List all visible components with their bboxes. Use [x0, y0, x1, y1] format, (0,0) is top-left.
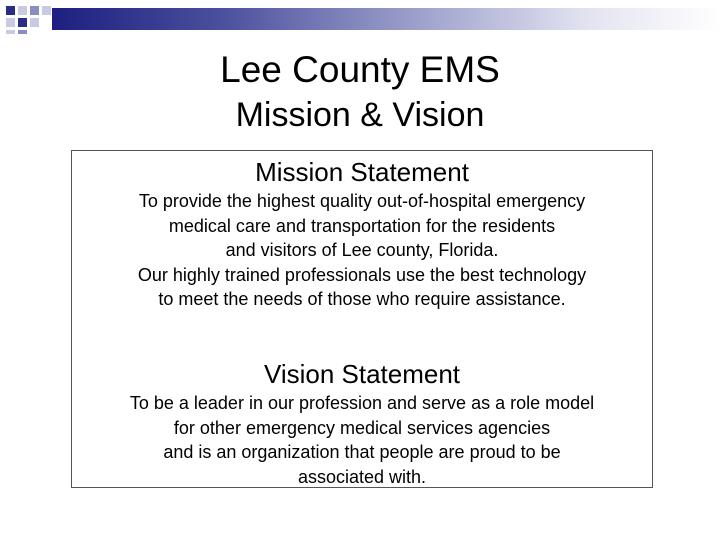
- vision-line: To be a leader in our profession and serve as a role model: [129, 393, 595, 413]
- vision-text: [72, 391, 652, 489]
- vision-line: and is an organization that people are proud to be: [163, 442, 561, 462]
- decor-square-icon: [6, 30, 15, 34]
- vision-heading: Vision Statement: [263, 359, 461, 389]
- decor-square-icon: [30, 18, 39, 27]
- decor-square-icon: [6, 6, 15, 15]
- mission-line: and visitors of Lee county, Florida.: [225, 240, 499, 260]
- mission-text: [72, 189, 652, 312]
- decor-square-icon: [18, 18, 27, 27]
- mission-line: Our highly trained professionals use the best technology: [137, 264, 587, 285]
- statement-box: [71, 150, 653, 488]
- mission-heading: Mission Statement: [255, 157, 469, 187]
- vision-line: associated with.: [297, 466, 427, 487]
- decor-square-icon: [18, 30, 27, 34]
- decorative-header-band: [0, 0, 720, 34]
- gradient-bar: [52, 8, 720, 30]
- page-subtitle: Mission & Vision: [235, 96, 485, 134]
- mission-line: medical care and transportation for the residents: [168, 215, 556, 236]
- decor-square-icon: [42, 6, 51, 15]
- decor-square-icon: [30, 6, 39, 15]
- mission-line: to meet the needs of those who require assistance.: [158, 289, 566, 309]
- vision-line: for other emergency medical services agencies: [173, 417, 551, 438]
- mission-line: To provide the highest quality out-of-hospital emergency: [138, 191, 586, 211]
- decor-square-icon: [6, 18, 15, 27]
- decor-square-icon: [18, 6, 27, 15]
- page-title: Lee County EMS: [220, 49, 500, 90]
